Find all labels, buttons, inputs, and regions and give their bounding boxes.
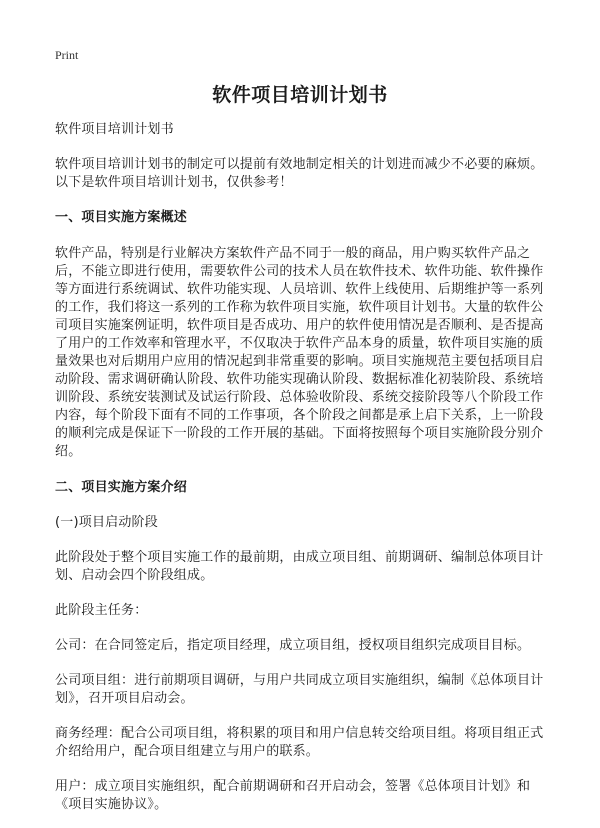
subsection-heading-startup: (一)项目启动阶段 bbox=[55, 515, 158, 530]
project-team-task-paragraph: 公司项目组：进行前期项目调研，与用户共同成立项目实施组织，编制《总体项目计划》，召开项目启动会。 bbox=[55, 673, 544, 706]
section-heading-overview: 一、项目实施方案概述 bbox=[55, 210, 188, 225]
intro-paragraph: 软件项目培训计划书的制定可以提前有效地制定相关的计划进而减少不必要的麻烦。以下是软件项目培训计划书，仅供参考！ bbox=[55, 157, 544, 190]
business-manager-task-paragraph: 商务经理：配合公司项目组，将积累的项目和用户信息转交给项目组。将项目组正式介绍给用户，配合项目组建立与用户的联系。 bbox=[55, 726, 544, 759]
document-body bbox=[55, 121, 550, 814]
company-task-paragraph: 公司：在合同签定后，指定项目经理，成立项目组，授权项目组织完成项目目标。 bbox=[55, 638, 531, 653]
user-task-paragraph: 用户：成立项目实施组织，配合前期调研和召开启动会，签署《总体项目计划》和《项目实施协议》。 bbox=[55, 779, 531, 812]
document-title: 软件项目培训计划书 bbox=[212, 84, 388, 106]
section-heading-intro: 二、项目实施方案介绍 bbox=[55, 480, 188, 495]
document-subtitle: 软件项目培训计划书 bbox=[55, 122, 174, 137]
startup-paragraph: 此阶段处于整个项目实施工作的最前期，由成立项目组、前期调研、编制总体项目计划、启动会四个阶段组成。 bbox=[55, 550, 544, 583]
overview-paragraph: 软件产品，特别是行业解决方案软件产品不同于一般的商品，用户购买软件产品之后，不能立即进行使用，需要软件公司的技术人员在软件技术、软件功能、软件操作等方面进行系统调试、软件功能实现、人员培训、软件上线使用、后期维护等一系列的工作，我们将这一系列的工作称为软件项目实施，软件项目计划书。大量的软件公司项目实施案例证明，软件项目是否成功、用户的软件使用情况是否顺利、是否提高了用户的工作效率和管理水平，不仅取决于软件产品本身的质量，软件项目实施的质量效果也对后期用户应用的情况起到非常重要的影响。项目实施规范主要包括项目启动阶段、需求调研确认阶段、软件功能实现确认阶段、数据标准化初装阶段、系统培训阶段、系统安装测试及试运行阶段、总体验收阶段、系统交接阶段等八个阶段工作内容，每个阶段下面有不同的工作事项，各个阶段之间都是承上启下关系，上一阶段的顺利完成是保证下一阶段的工作开展的基础。下面将按照每个项目实施阶段分别介绍。 bbox=[55, 246, 544, 459]
main-tasks-label: 此阶段主任务： bbox=[55, 603, 148, 618]
print-link[interactable]: Print bbox=[55, 48, 79, 62]
